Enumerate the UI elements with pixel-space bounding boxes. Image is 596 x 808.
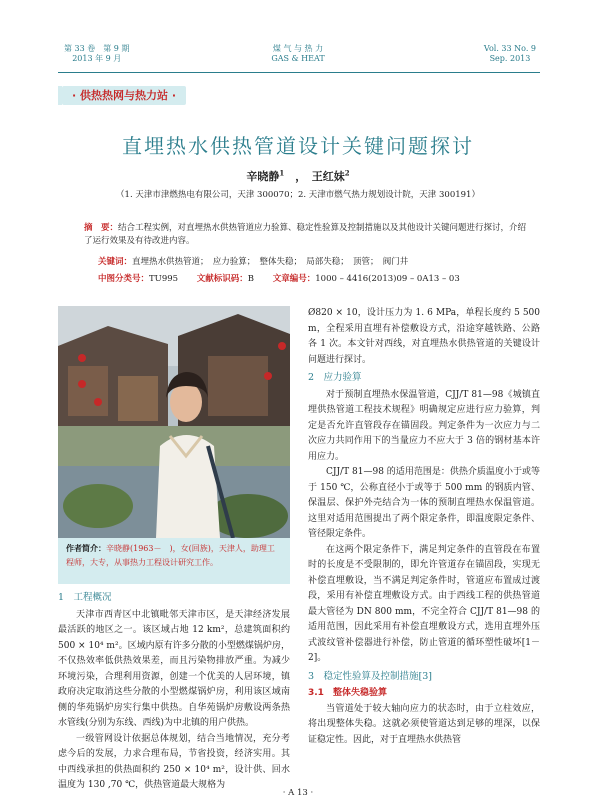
article-title: 直埋热水供热管道设计关键问题探讨 [122, 134, 474, 158]
abstract-label: 摘 要： [84, 223, 119, 233]
doc-code-value: B [247, 274, 255, 284]
clc-value: TU995 [149, 274, 179, 284]
doc-code-label: 文献标识码： [196, 274, 248, 284]
author-bio [58, 538, 290, 584]
abstract-text: 结合工程实例，对直埋热水供热管道应力验算、稳定性验算及控制措施以及其他设计关键问题进行探讨，介绍了运行效果及有待改进内容。 [84, 223, 527, 246]
keywords-label: 关键词： [98, 257, 133, 267]
author-2-affil: 2 [344, 168, 350, 178]
classification-line [98, 272, 528, 284]
paragraph: 一级管网设计依据总体规划，结合当地情况，充分考虑今后的发展，力求合理布局，节省投资，经济实用。其中西线承担的供热面积约 250 × 10⁴ m²，设计供、回水温度为 130 ,70 ℃，供热管道最大规格为 [58, 733, 290, 790]
journal-volume-info [64, 44, 129, 64]
affiliation: （1. 天津市津燃热电有限公司，天津 300070；2. 天津市燃气热力规划设计院，天津 300191） [116, 190, 480, 200]
article-no-value: 1000 – 4416(2013)09 – 0A13 – 03 [315, 274, 460, 284]
section-heading-1: 1 工程概况 [58, 592, 112, 603]
paragraph: 对于预制直埋热水保温管道，CJJ/T 81—98《城镇直埋供热管道工程技术规程》明确规定应进行应力验算，判定是否允许直管段存在锚固段。判定条件为一次应力与二次应力共同作用下的当量应力不应大于 3 倍的钢材基本许用应力。 [308, 389, 540, 462]
header-divider [58, 72, 540, 73]
authors: 辛晓静$^1$ ， 王红妹$^2$ [246, 168, 350, 183]
author-1-affil: 1 [279, 168, 285, 178]
issue-date-en: Sep. 2013 [489, 54, 531, 63]
section-heading-2: 2 应力验算 [308, 372, 362, 383]
page-number: · A 13 · [282, 788, 314, 798]
journal-volume-info-en [484, 44, 536, 64]
clc-label: 中图分类号： [98, 274, 150, 284]
right-column [308, 306, 540, 748]
paragraph: 天津市西青区中北镇毗邻天津市区，是天津经济发展最活跃的地区之一。该区域占地 12 km²，总建筑面积约 500 × 10⁴ m²。区域内原有许多分散的小型燃煤锅炉房，不仅热效率低供热效果差，而且污染物排放严重。为减少环境污染，合理利用资源，创建一个优美的人居环境，镇政府决定取消这些分散的小型燃煤锅炉房，利用该区域南侧的华苑锅炉房实行集中供热。自华苑锅炉房敷设两条热水管线(分别为东线、西线)为中北镇的用户供热。 [58, 609, 290, 728]
keywords [98, 255, 528, 267]
paragraph: CJJ/T 81—98 的适用范围是：供热介质温度小于或等于 150 ℃，公称直径小于或等于 500 mm 的钢质内管、保温层、保护外壳结合为一体的预制直埋热水保温管道。这里对适用范围提出了两个限定条件，即温度限定条件、管径限定条件。 [308, 467, 540, 539]
issue-date: 2013 年 9 月 [72, 54, 122, 63]
author-photo [58, 306, 290, 538]
article-no-label: 文章编号： [272, 274, 316, 284]
keywords-text: 直埋热水供热管道； 应力验算； 整体失稳； 局部失稳； 顶管； 阀门井 [132, 257, 409, 267]
journal-name [248, 44, 348, 64]
author-photo-image [58, 306, 290, 538]
bio-text: 辛晓静(1963－ )，女(回族)，天津人，助理工程师，大专，从事热力工程设计研究工作。 [66, 544, 275, 567]
paragraph: 当管道处于较大轴向应力的状态时，由于立柱效应，将出现整体失稳。这就必须使管道达到足够的埋深，以保证稳定性。因此，对于直埋热水供热管 [308, 703, 540, 745]
volume-issue: 第 33 卷 第 9 期 [64, 44, 130, 53]
author-1: 辛晓静 [246, 170, 280, 183]
bio-label: 作者简介： [66, 544, 106, 553]
journal-name-cn: 煤 气 与 热 力 [272, 44, 324, 53]
left-column [58, 588, 290, 794]
section-tag: · 供热热网与热力站 · [62, 86, 186, 105]
section-heading-3: 3 稳定性验算及控制措施[3] [308, 670, 433, 682]
subsection-heading-3-1: 3.1 整体失稳验算 [308, 688, 387, 698]
paragraph: 在这两个限定条件下，满足判定条件的直管段在布置时的长度是不受限制的，即允许管道存在锚固段，实现无补偿直埋敷设，当不满足判定条件时，管道应布置成过渡段，采用有补偿直埋敷设方式。由于西线工程的供热管道最大管径为 DN 800 mm，不完全符合 CJJ/T 81—98 的适用范围，因此采用有补偿直埋敷设方式，选用直埋外压式波纹管补偿器进行补偿，防止管道的循环塑性破坏[1－2]。 [308, 544, 540, 663]
author-2: 王红妹 [311, 170, 345, 183]
volume-issue-en: Vol. 33 No. 9 [483, 44, 536, 53]
paragraph-continued: Ø820 × 10，设计压力为 1. 6 MPa，单程长度约 5 500 m，全程采用直埋有补偿敷设方式，沿途穿越铁路、公路各 1 次。本文针对西线，对直埋热水供热管道的关键设计问题进行探讨。 [308, 308, 540, 365]
journal-name-en: GAS & HEAT [271, 54, 325, 63]
abstract [84, 222, 528, 248]
